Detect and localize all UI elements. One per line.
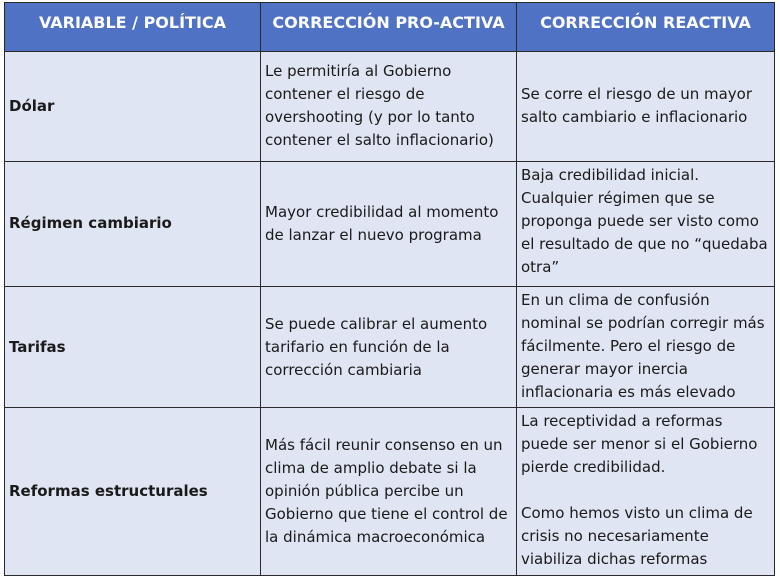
reactiva-reformas-paragraph-1: La receptividad a reformas puede ser menor si el Gobierno pierde credibilidad. (521, 412, 758, 477)
table-header-row (5, 3, 775, 52)
header-correccion-reactiva: CORRECCIÓN REACTIVA (517, 3, 775, 52)
comparison-table-container (4, 2, 774, 576)
row-reactiva-reformas-estructurales (517, 408, 775, 576)
row-proactiva-regimen-cambiario: Mayor credibilidad al momento de lanzar el nuevo programa (261, 161, 517, 287)
row-proactiva-reformas-estructurales: Más fácil reunir consenso en un clima de amplio debate si la opinión pública percibe un Gobierno que tiene el control de la dinámica macroeconómica (261, 408, 517, 576)
table-row-tarifas (5, 287, 775, 408)
row-variable-tarifas: Tarifas (5, 287, 261, 408)
row-proactiva-dolar: Le permitiría al Gobierno contener el riesgo de overshooting (y por lo tanto contener el salto inflacionario) (261, 52, 517, 162)
reactiva-reformas-paragraph-2: Como hemos visto un clima de crisis no necesariamente viabiliza dichas reformas (521, 504, 753, 569)
header-variable-politica: VARIABLE / POLÍTICA (5, 3, 261, 52)
table-row-regimen-cambiario (5, 161, 775, 287)
paragraph-gap (521, 479, 770, 502)
table-row-dolar (5, 52, 775, 162)
row-variable-reformas-estructurales: Reformas estructurales (5, 408, 261, 576)
table-row-reformas-estructurales (5, 408, 775, 576)
row-reactiva-tarifas: En un clima de confusión nominal se podrían corregir más fácilmente. Pero el riesgo de generar mayor inercia inflacionaria es más elevado (517, 287, 775, 408)
row-reactiva-regimen-cambiario: Baja credibilidad inicial. Cualquier régimen que se proponga puede ser visto como el resultado de que no “quedaba otra” (517, 161, 775, 287)
row-variable-regimen-cambiario: Régimen cambiario (5, 161, 261, 287)
row-variable-dolar: Dólar (5, 52, 261, 162)
comparison-table (4, 2, 775, 576)
header-correccion-proactiva: CORRECCIÓN PRO-ACTIVA (261, 3, 517, 52)
row-proactiva-tarifas: Se puede calibrar el aumento tarifario en función de la corrección cambiaria (261, 287, 517, 408)
row-reactiva-dolar: Se corre el riesgo de un mayor salto cambiario e inflacionario (517, 52, 775, 162)
